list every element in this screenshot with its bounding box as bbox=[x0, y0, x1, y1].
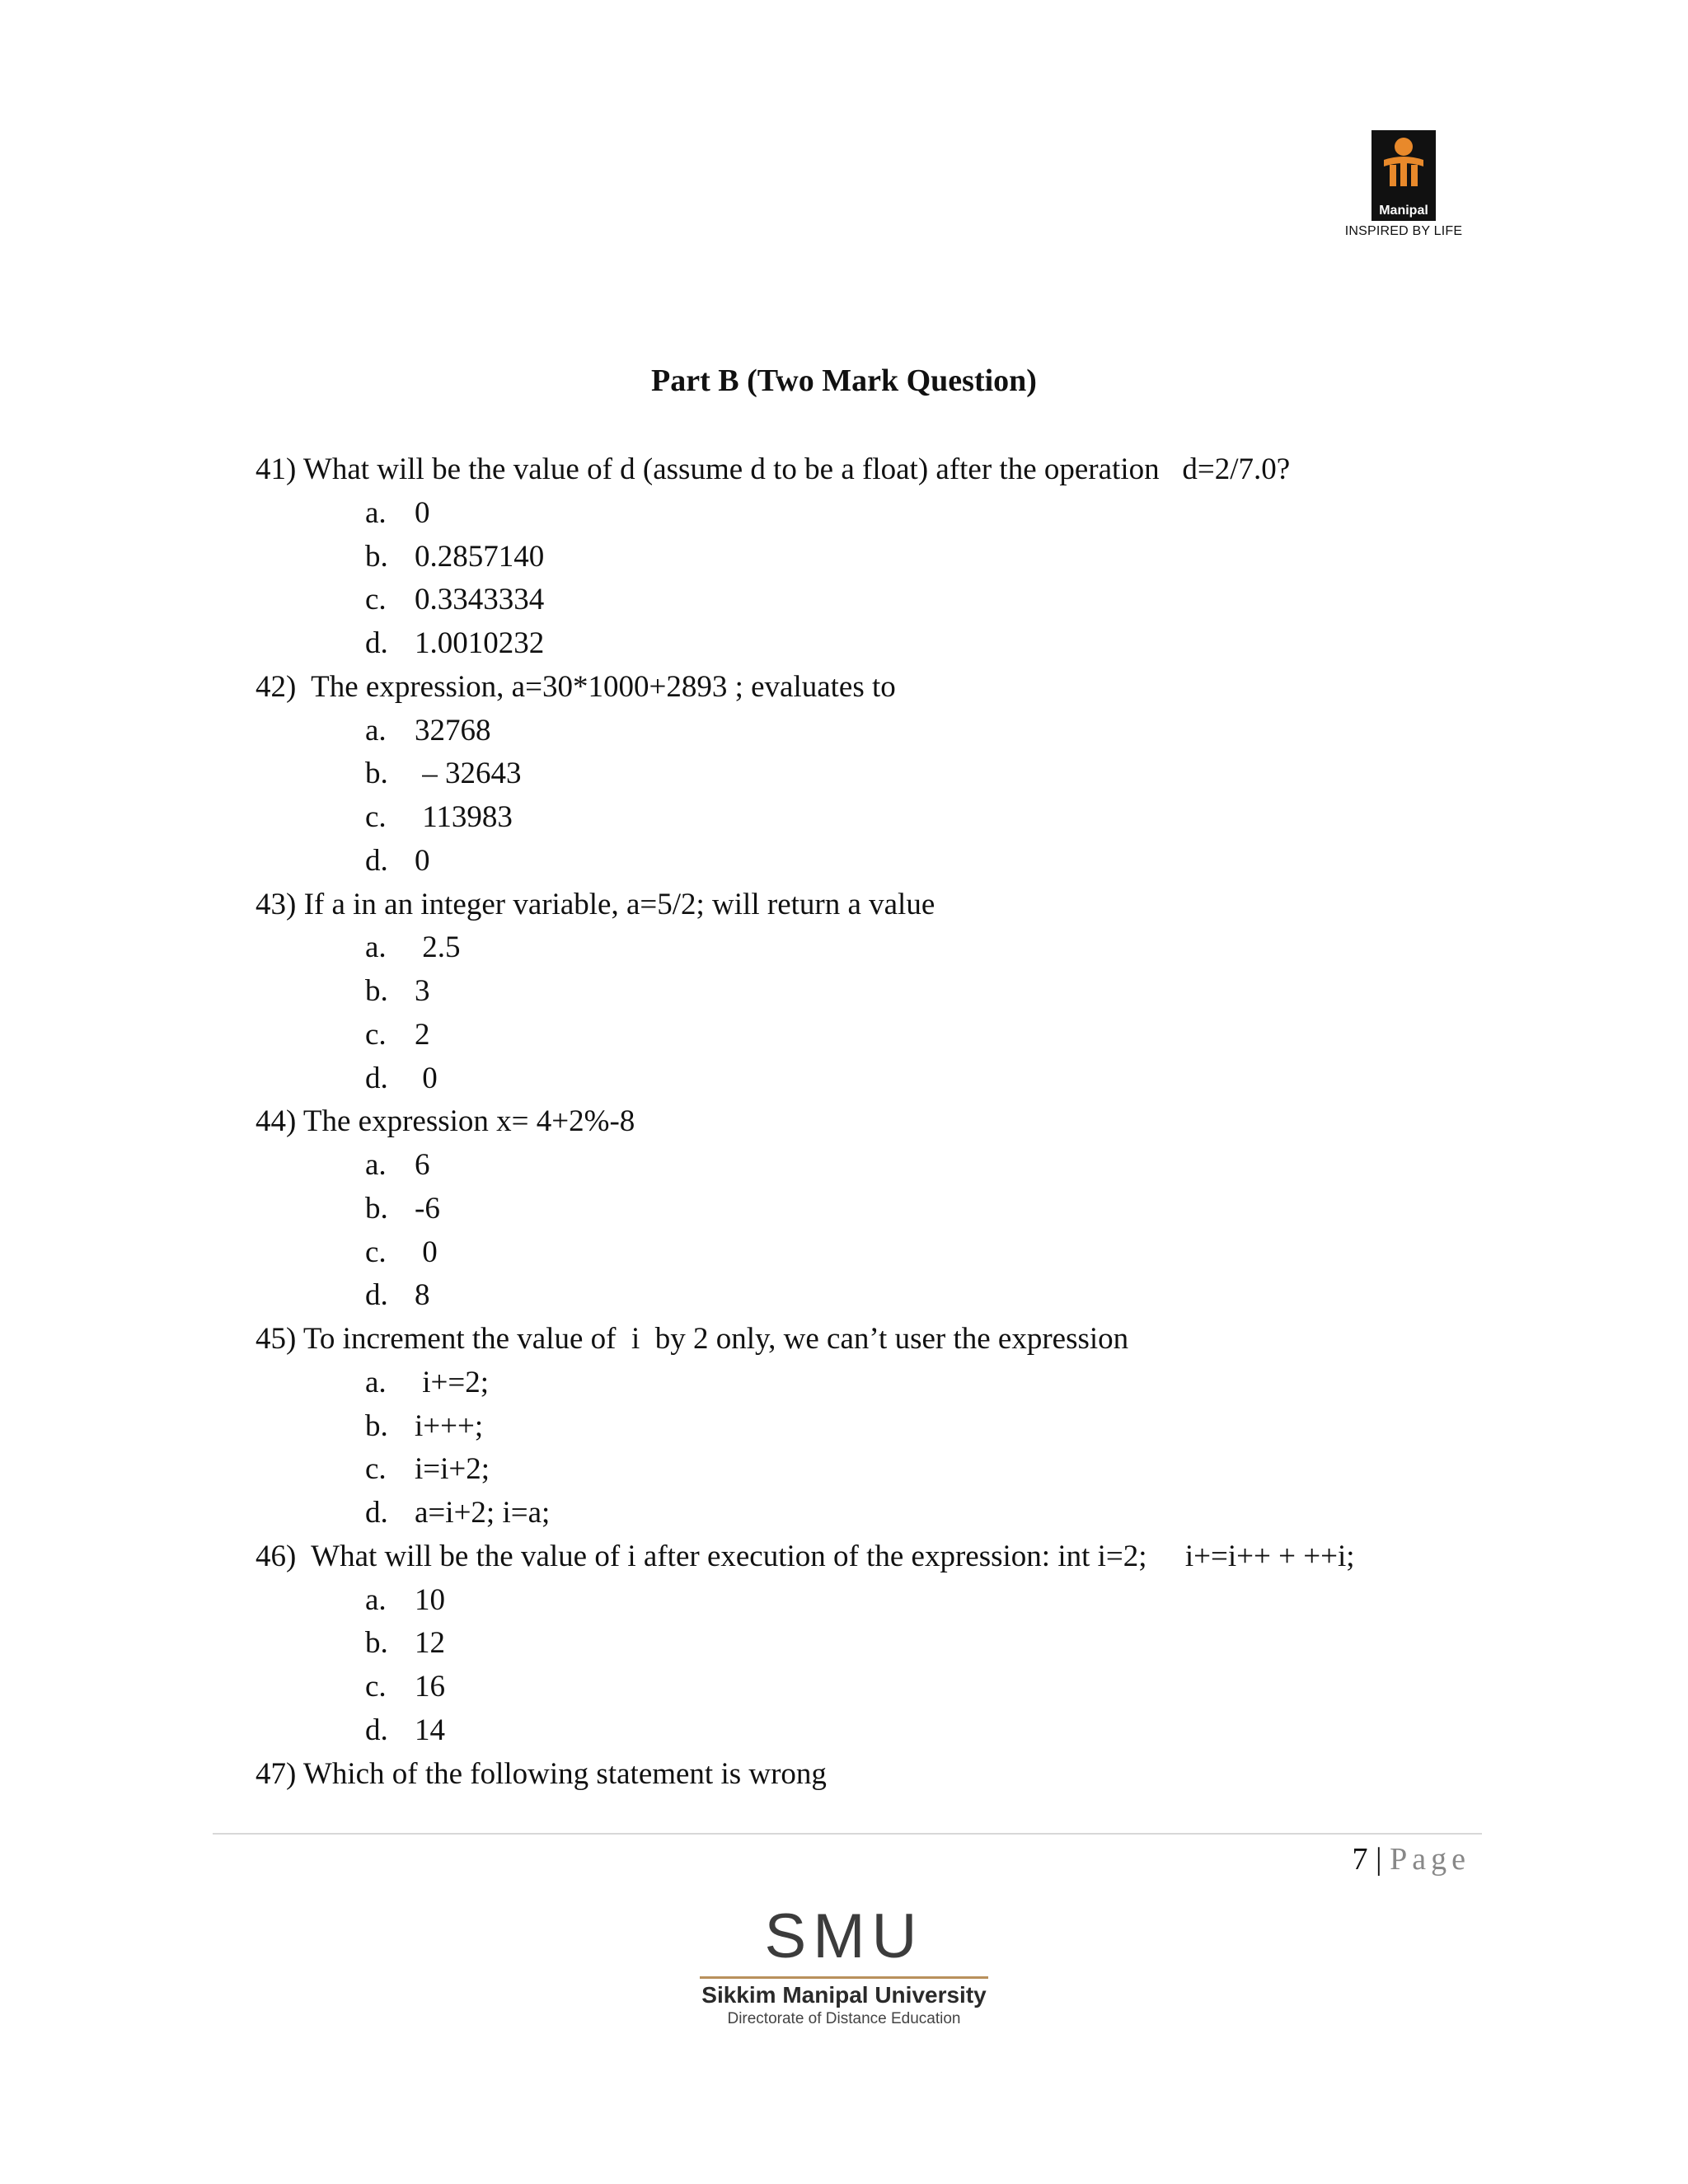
answer-option bbox=[256, 622, 1475, 666]
option-letter: b. bbox=[365, 974, 388, 1008]
university-name: Sikkim Manipal University bbox=[701, 1982, 987, 2008]
option-text: 0.2857140 bbox=[415, 539, 545, 574]
option-letter: d. bbox=[365, 1713, 388, 1747]
option-letter: d. bbox=[365, 1278, 388, 1313]
smu-logo bbox=[0, 1901, 1688, 2028]
logo-tagline: INSPIRED BY LIFE bbox=[1344, 224, 1463, 238]
question-item bbox=[256, 1318, 1475, 1535]
option-letter: d. bbox=[365, 1061, 388, 1095]
question-text: 43) If a in an integer variable, a=5/2; will return a value bbox=[256, 887, 935, 921]
question-item bbox=[256, 1535, 1475, 1753]
option-letter: b. bbox=[365, 1408, 388, 1443]
answer-option bbox=[256, 1231, 1475, 1275]
answer-option bbox=[256, 1361, 1475, 1405]
option-letter: c. bbox=[365, 583, 387, 617]
question-text: 46) What will be the value of i after execution of the expression: int i=2; i+=i++ + ++i; bbox=[256, 1539, 1355, 1573]
option-letter: a. bbox=[365, 1582, 387, 1617]
question-text: 47) Which of the following statement is wrong bbox=[256, 1756, 827, 1791]
option-text: 14 bbox=[415, 1713, 445, 1747]
option-letter: a. bbox=[365, 930, 387, 965]
department-name: Directorate of Distance Education bbox=[727, 2010, 961, 2027]
question-item bbox=[256, 1753, 1475, 1797]
answer-option bbox=[256, 1709, 1475, 1753]
option-text: 32768 bbox=[415, 713, 491, 748]
option-letter: a. bbox=[365, 495, 387, 530]
answer-option bbox=[256, 579, 1475, 622]
answer-option bbox=[256, 840, 1475, 883]
option-text: 3 bbox=[415, 974, 430, 1008]
option-letter: c. bbox=[365, 1670, 387, 1704]
manipal-logo-box bbox=[1372, 130, 1436, 221]
option-letter: b. bbox=[365, 539, 388, 574]
answer-option bbox=[256, 796, 1475, 840]
option-letter: c. bbox=[365, 1017, 387, 1052]
answer-option bbox=[256, 1579, 1475, 1623]
option-text: i=i+2; bbox=[415, 1452, 490, 1487]
option-letter: d. bbox=[365, 626, 388, 660]
option-text: 0 bbox=[415, 495, 430, 530]
answer-option bbox=[256, 970, 1475, 1014]
answer-option bbox=[256, 1666, 1475, 1709]
option-text: 113983 bbox=[415, 800, 513, 834]
option-text: 0 bbox=[415, 843, 430, 878]
question-text: 45) To increment the value of i by 2 only, we can’t user the expression bbox=[256, 1322, 1129, 1356]
answer-option bbox=[256, 536, 1475, 579]
option-text: 12 bbox=[415, 1626, 445, 1661]
option-text: 2.5 bbox=[415, 930, 461, 965]
question-item bbox=[256, 666, 1475, 883]
option-letter: b. bbox=[365, 1191, 388, 1226]
answer-option bbox=[256, 1274, 1475, 1318]
question-list bbox=[256, 448, 1475, 1796]
manipal-logo bbox=[1335, 130, 1500, 246]
page-separator: | bbox=[1367, 1842, 1390, 1877]
question-item bbox=[256, 448, 1475, 666]
option-letter: d. bbox=[365, 843, 388, 878]
option-text: – 32643 bbox=[415, 757, 522, 791]
option-letter: b. bbox=[365, 757, 388, 791]
page-number-value: 7 bbox=[1352, 1842, 1368, 1877]
answer-option bbox=[256, 926, 1475, 970]
manipal-logo-text: Manipal bbox=[1379, 204, 1428, 218]
option-text: 2 bbox=[415, 1017, 430, 1052]
question-text: 44) The expression x= 4+2%-8 bbox=[256, 1104, 635, 1139]
option-text: 0 bbox=[415, 1061, 438, 1095]
answer-option bbox=[256, 710, 1475, 753]
answer-option bbox=[256, 1014, 1475, 1057]
answer-option bbox=[256, 1057, 1475, 1101]
option-letter: b. bbox=[365, 1626, 388, 1661]
option-text: -6 bbox=[415, 1191, 440, 1226]
option-text: 8 bbox=[415, 1278, 430, 1313]
footer-divider bbox=[213, 1833, 1482, 1835]
option-text: 0.3343334 bbox=[415, 583, 545, 617]
answer-option bbox=[256, 1622, 1475, 1666]
option-text: 0 bbox=[415, 1235, 438, 1269]
option-text: i+=2; bbox=[415, 1365, 490, 1399]
manipal-emblem-icon bbox=[1379, 135, 1428, 193]
option-letter: c. bbox=[365, 1235, 387, 1269]
answer-option bbox=[256, 1492, 1475, 1535]
answer-option bbox=[256, 1144, 1475, 1188]
section-title: Part B (Two Mark Question) bbox=[651, 363, 1037, 398]
option-text: 1.0010232 bbox=[415, 626, 545, 660]
smu-letters: SMU bbox=[764, 1901, 924, 1971]
page-word: Page bbox=[1390, 1842, 1470, 1877]
option-letter: a. bbox=[365, 713, 387, 748]
smu-logo-rule bbox=[700, 1976, 988, 1979]
option-text: i+++; bbox=[415, 1408, 484, 1443]
option-text: 6 bbox=[415, 1148, 430, 1182]
option-letter: a. bbox=[365, 1365, 387, 1399]
option-letter: c. bbox=[365, 800, 387, 834]
page-number bbox=[1353, 1841, 1470, 1877]
answer-option bbox=[256, 492, 1475, 536]
option-text: 10 bbox=[415, 1582, 445, 1617]
option-letter: a. bbox=[365, 1148, 387, 1182]
option-text: 16 bbox=[415, 1670, 445, 1704]
option-letter: c. bbox=[365, 1452, 387, 1487]
question-item bbox=[256, 1100, 1475, 1318]
answer-option bbox=[256, 1448, 1475, 1492]
answer-option bbox=[256, 752, 1475, 796]
answer-option bbox=[256, 1188, 1475, 1231]
option-text: a=i+2; i=a; bbox=[415, 1496, 551, 1530]
answer-option bbox=[256, 1405, 1475, 1449]
question-item bbox=[256, 883, 1475, 1101]
question-text: 42) The expression, a=30*1000+2893 ; evaluates to bbox=[256, 669, 896, 704]
option-letter: d. bbox=[365, 1496, 388, 1530]
question-text: 41) What will be the value of d (assume d to be a float) after the operation d=2/7.0? bbox=[256, 452, 1291, 486]
